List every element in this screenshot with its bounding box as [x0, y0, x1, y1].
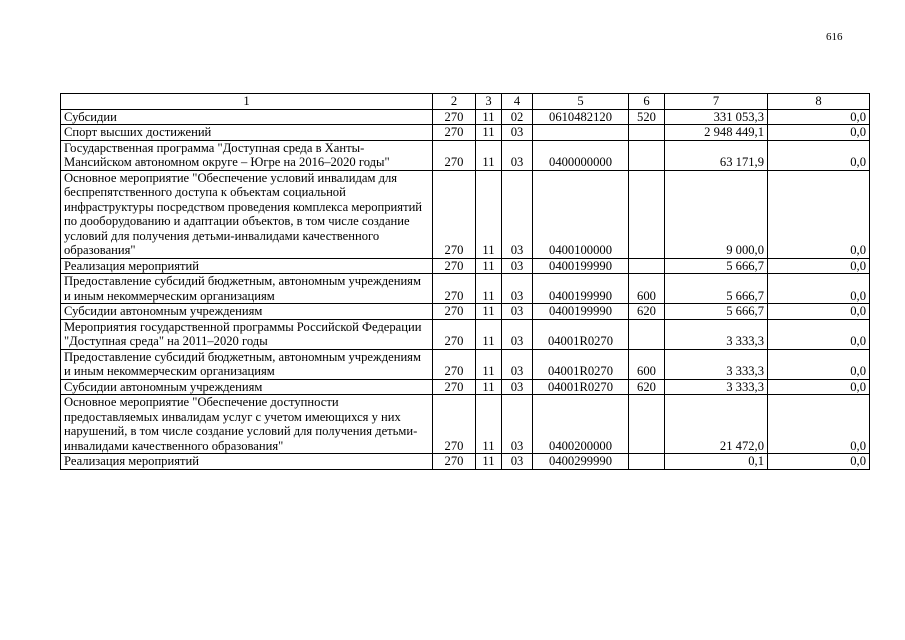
subsection-cell: 03	[502, 125, 533, 141]
amount-cell-2: 0,0	[768, 140, 870, 170]
amount-cell-2: 0,0	[768, 319, 870, 349]
subsection-cell: 03	[502, 395, 533, 454]
section-cell: 11	[476, 319, 502, 349]
header-cell-6: 6	[629, 94, 665, 110]
row-name-cell: Мероприятия государственной программы Российской Федерации "Доступная среда" на 2011–2020 годы	[61, 319, 433, 349]
table-row	[61, 258, 870, 274]
header-cell-7: 7	[665, 94, 768, 110]
target-item-cell: 0400000000	[533, 140, 629, 170]
table-row	[61, 274, 870, 304]
ministry-code-cell: 270	[433, 379, 476, 395]
amount-cell-2: 0,0	[768, 395, 870, 454]
expense-type-cell	[629, 140, 665, 170]
section-cell: 11	[476, 274, 502, 304]
table-row	[61, 170, 870, 258]
amount-cell: 63 171,9	[665, 140, 768, 170]
ministry-code-cell: 270	[433, 319, 476, 349]
subsection-cell: 03	[502, 258, 533, 274]
header-cell-4: 4	[502, 94, 533, 110]
row-name-cell: Предоставление субсидий бюджетным, автономным учреждениям и иным некоммерческим организациям	[61, 349, 433, 379]
section-cell: 11	[476, 454, 502, 470]
subsection-cell: 03	[502, 454, 533, 470]
row-name-cell: Субсидии автономным учреждениям	[61, 379, 433, 395]
amount-cell-2: 0,0	[768, 304, 870, 320]
amount-cell: 3 333,3	[665, 349, 768, 379]
target-item-cell: 04001R0270	[533, 319, 629, 349]
amount-cell-2: 0,0	[768, 379, 870, 395]
ministry-code-cell: 270	[433, 349, 476, 379]
subsection-cell: 03	[502, 140, 533, 170]
subsection-cell: 03	[502, 170, 533, 258]
amount-cell: 5 666,7	[665, 304, 768, 320]
ministry-code-cell: 270	[433, 274, 476, 304]
table-row	[61, 349, 870, 379]
target-item-cell: 0400199990	[533, 304, 629, 320]
expense-type-cell: 600	[629, 274, 665, 304]
amount-cell: 0,1	[665, 454, 768, 470]
section-cell: 11	[476, 170, 502, 258]
expense-type-cell	[629, 125, 665, 141]
section-cell: 11	[476, 125, 502, 141]
expense-type-cell	[629, 454, 665, 470]
amount-cell-2: 0,0	[768, 125, 870, 141]
row-name-cell: Предоставление субсидий бюджетным, автономным учреждениям и иным некоммерческим организациям	[61, 274, 433, 304]
amount-cell: 331 053,3	[665, 109, 768, 125]
table-row	[61, 304, 870, 320]
section-cell: 11	[476, 258, 502, 274]
ministry-code-cell: 270	[433, 140, 476, 170]
subsection-cell: 03	[502, 349, 533, 379]
table-row	[61, 319, 870, 349]
row-name-cell: Субсидии	[61, 109, 433, 125]
ministry-code-cell: 270	[433, 109, 476, 125]
expense-type-cell: 600	[629, 349, 665, 379]
row-name-cell: Реализация мероприятий	[61, 258, 433, 274]
amount-cell: 5 666,7	[665, 274, 768, 304]
header-cell-5: 5	[533, 94, 629, 110]
header-cell-3: 3	[476, 94, 502, 110]
target-item-cell: 0610482120	[533, 109, 629, 125]
target-item-cell: 0400100000	[533, 170, 629, 258]
expense-type-cell: 620	[629, 304, 665, 320]
subsection-cell: 03	[502, 274, 533, 304]
table-row	[61, 395, 870, 454]
expense-type-cell	[629, 395, 665, 454]
amount-cell: 5 666,7	[665, 258, 768, 274]
amount-cell: 21 472,0	[665, 395, 768, 454]
page-number: 616	[826, 31, 843, 43]
expense-type-cell	[629, 258, 665, 274]
ministry-code-cell: 270	[433, 454, 476, 470]
expense-type-cell: 620	[629, 379, 665, 395]
row-name-cell: Субсидии автономным учреждениям	[61, 304, 433, 320]
table-row	[61, 454, 870, 470]
target-item-cell: 04001R0270	[533, 349, 629, 379]
expense-type-cell	[629, 170, 665, 258]
section-cell: 11	[476, 109, 502, 125]
amount-cell: 9 000,0	[665, 170, 768, 258]
target-item-cell: 0400199990	[533, 258, 629, 274]
row-name-cell: Государственная программа "Доступная среда в Ханты-Мансийском автономном округе – Югре на 2016–2020 годы"	[61, 140, 433, 170]
table-row	[61, 109, 870, 125]
target-item-cell: 04001R0270	[533, 379, 629, 395]
subsection-cell: 03	[502, 379, 533, 395]
table-row	[61, 379, 870, 395]
table-row	[61, 125, 870, 141]
expense-type-cell	[629, 319, 665, 349]
target-item-cell: 0400199990	[533, 274, 629, 304]
target-item-cell: 0400299990	[533, 454, 629, 470]
subsection-cell: 03	[502, 304, 533, 320]
ministry-code-cell: 270	[433, 304, 476, 320]
table-row	[61, 140, 870, 170]
row-name-cell: Основное мероприятие "Обеспечение доступности предоставляемых инвалидам услуг с учетом имеющихся у них нарушений, в том числе создание условий для получения детьми-инвалидами качественного образования"	[61, 395, 433, 454]
ministry-code-cell: 270	[433, 258, 476, 274]
amount-cell-2: 0,0	[768, 170, 870, 258]
amount-cell: 3 333,3	[665, 379, 768, 395]
amount-cell-2: 0,0	[768, 454, 870, 470]
amount-cell: 2 948 449,1	[665, 125, 768, 141]
target-item-cell	[533, 125, 629, 141]
row-name-cell: Спорт высших достижений	[61, 125, 433, 141]
ministry-code-cell: 270	[433, 395, 476, 454]
row-name-cell: Реализация мероприятий	[61, 454, 433, 470]
target-item-cell: 0400200000	[533, 395, 629, 454]
section-cell: 11	[476, 140, 502, 170]
header-row	[61, 94, 870, 110]
section-cell: 11	[476, 349, 502, 379]
section-cell: 11	[476, 304, 502, 320]
header-cell-2: 2	[433, 94, 476, 110]
header-cell-1: 1	[61, 94, 433, 110]
amount-cell-2: 0,0	[768, 349, 870, 379]
amount-cell-2: 0,0	[768, 274, 870, 304]
section-cell: 11	[476, 379, 502, 395]
section-cell: 11	[476, 395, 502, 454]
subsection-cell: 02	[502, 109, 533, 125]
row-name-cell: Основное мероприятие "Обеспечение условий инвалидам для беспрепятственного доступа к объектам социальной инфраструктуры посредством проведения комплекса мероприятий по дооборудованию и адаптации объектов, в том числе создание условий для получения детьми-инвалидами качественного образования"	[61, 170, 433, 258]
budget-table	[60, 93, 870, 470]
amount-cell-2: 0,0	[768, 109, 870, 125]
amount-cell: 3 333,3	[665, 319, 768, 349]
ministry-code-cell: 270	[433, 125, 476, 141]
expense-type-cell: 520	[629, 109, 665, 125]
ministry-code-cell: 270	[433, 170, 476, 258]
amount-cell-2: 0,0	[768, 258, 870, 274]
subsection-cell: 03	[502, 319, 533, 349]
header-cell-8: 8	[768, 94, 870, 110]
